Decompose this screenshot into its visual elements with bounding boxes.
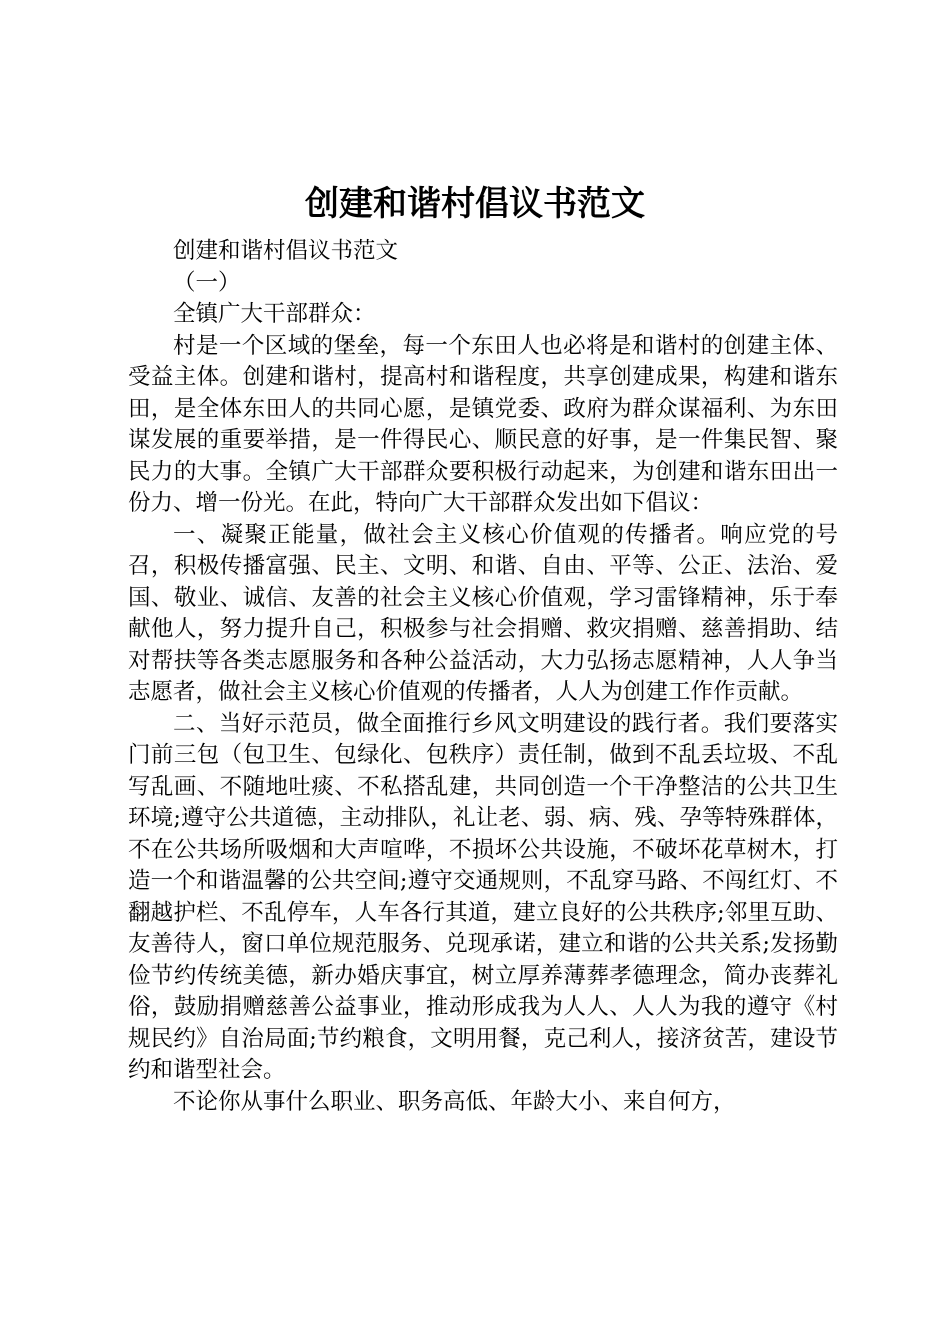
intro-paragraph: 村是一个区域的堡垒，每一个东田人也必将是和谐村的创建主体、受益主体。创建和谐村，提高村和谐程度，共享创建成果，构建和谐东田，是全体东田人的共同心愿，是镇党委、政府为群众谋福利、为东田谋发展的重要举措，是一件得民心、顺民意的好事，是一件集民智、聚民力的大事。全镇广大干部群众要积极行动起来，为创建和谐东田出一份力、增一份光。在此，特向广大干部群众发出如下倡议： (128, 332, 838, 516)
document-title: 创建和谐村倡议书范文 (305, 184, 645, 224)
proposal-one-paragraph: 一、凝聚正能量，做社会主义核心价值观的传播者。响应党的号召，积极传播富强、民主、文明、和谐、自由、平等、公正、法治、爱国、敬业、诚信、友善的社会主义核心价值观，学习雷锋精神，乐于奉献他人，努力提升自己，积极参与社会捐赠、救灾捐赠、慈善捐助、结对帮扶等各类志愿服务和各种公益活动，大力弘扬志愿精神，人人争当志愿者，做社会主义核心价值观的传播者，人人为创建工作作贡献。 (128, 521, 838, 705)
section-number-paragraph: （一） (173, 269, 241, 296)
proposal-two-paragraph: 二、当好示范员，做全面推行乡风文明建设的践行者。我们要落实门前三包（包卫生、包绿化、包秩序）责任制，做到不乱丢垃圾、不乱写乱画、不随地吐痰、不私搭乱建，共同创造一个干净整洁的公共卫生环境;遵守公共道德，主动排队，礼让老、弱、病、残、孕等特殊群体，不在公共场所吸烟和大声喧哗，不损坏公共设施，不破坏花草树木，打造一个和谐温馨的公共空间;遵守交通规则，不乱穿马路、不闯红灯、不翻越护栏、不乱停车，人车各行其道，建立良好的公共秩序;邻里互助、友善待人，窗口单位规范服务、兑现承诺，建立和谐的公共关系;发扬勤俭节约传统美德，新办婚庆事宜，树立厚养薄葬孝德理念，简办丧葬礼俗，鼓励捐赠慈善公益事业，推动形成我为人人、人人为我的遵守《村规民约》自治局面;节约粮食，文明用餐，克己利人，接济贫苦，建设节约和谐型社会。 (128, 710, 838, 1083)
closing-paragraph: 不论你从事什么职业、职务高低、年龄大小、来自何方， (173, 1088, 736, 1115)
salutation-paragraph: 全镇广大干部群众： (173, 301, 376, 327)
subtitle-paragraph: 创建和谐村倡议书范文 (173, 238, 399, 264)
document-body (128, 236, 838, 1118)
